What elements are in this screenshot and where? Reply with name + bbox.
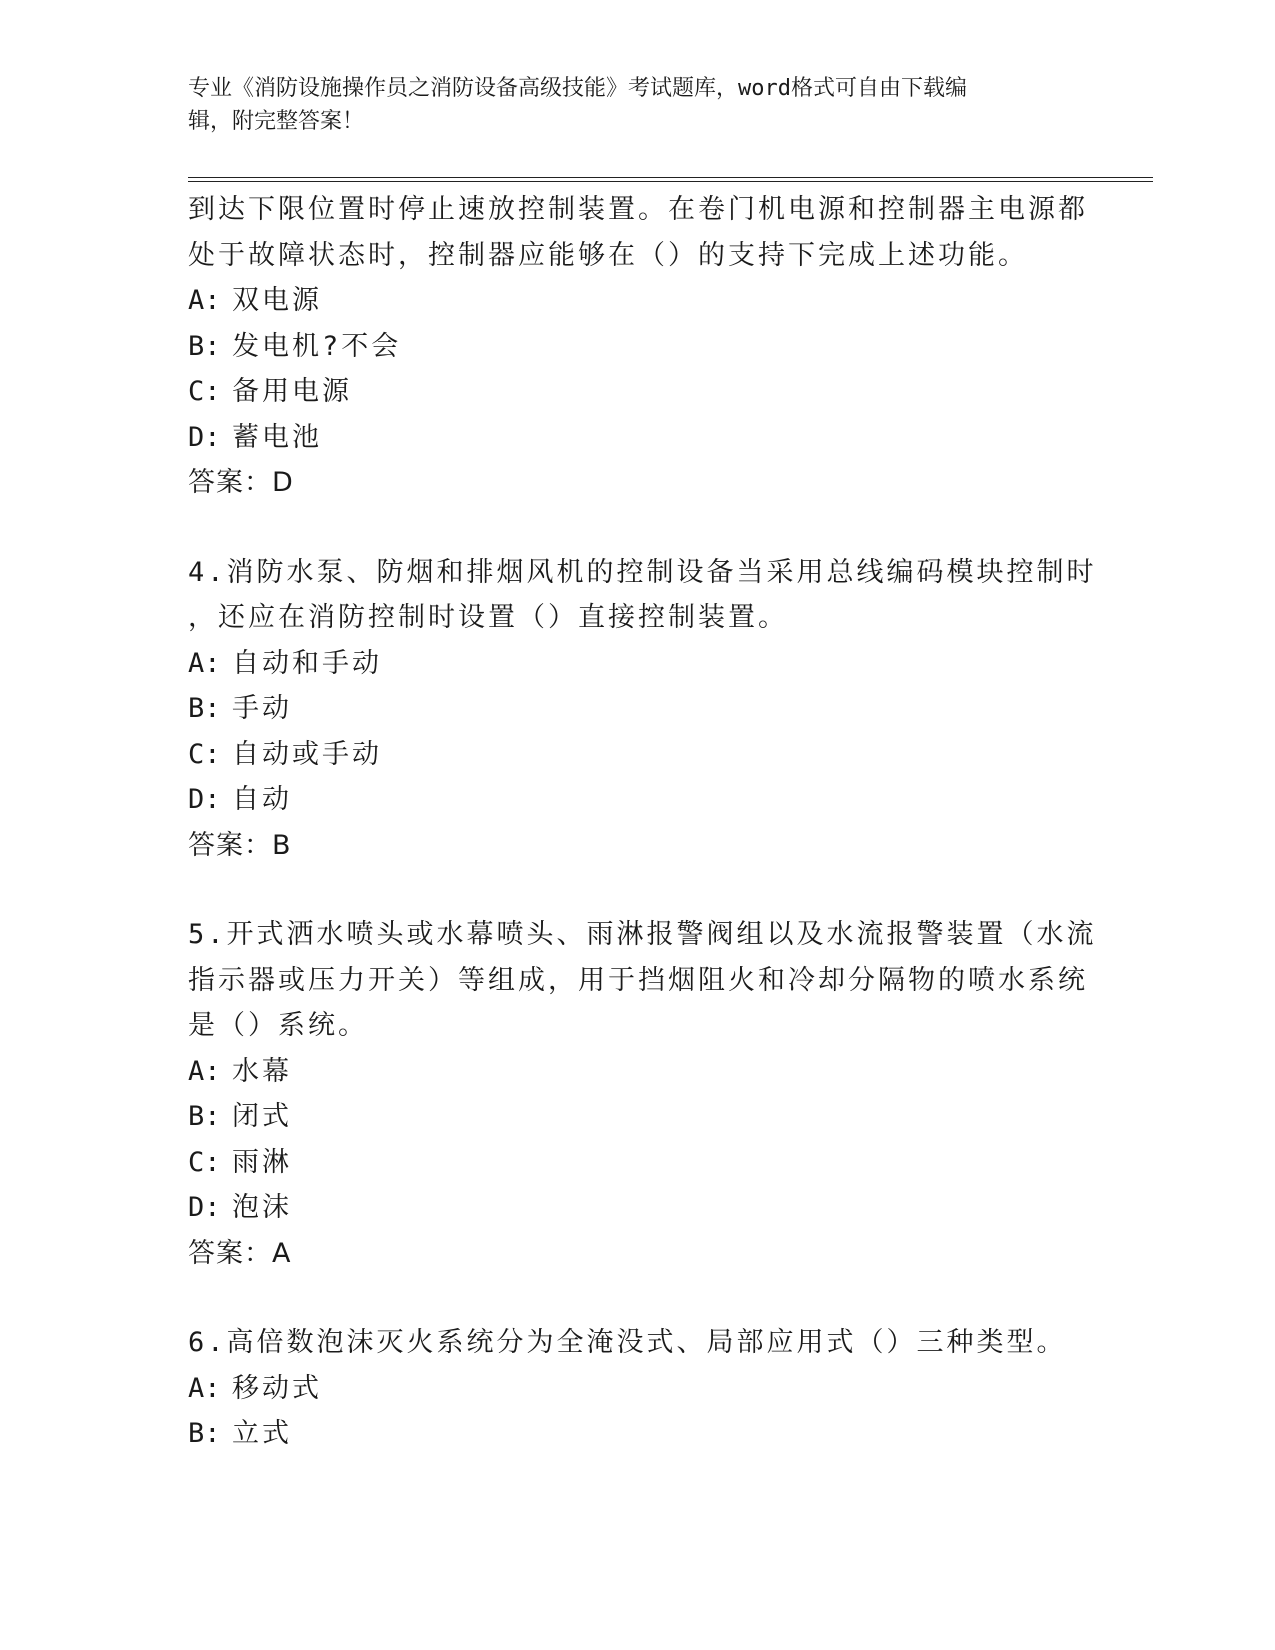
option-b bbox=[188, 1411, 1088, 1457]
option-key: D: bbox=[188, 784, 221, 815]
option-key: B: bbox=[188, 693, 221, 724]
option-text: 备用电源 bbox=[232, 376, 352, 407]
question-3 bbox=[188, 187, 1088, 506]
option-key: D: bbox=[188, 421, 221, 453]
option-b bbox=[188, 324, 1088, 370]
option-c bbox=[188, 732, 1088, 778]
option-b bbox=[188, 686, 1088, 732]
question-4 bbox=[188, 550, 1097, 869]
option-text: 泡沫 bbox=[232, 1192, 292, 1223]
option-a bbox=[188, 278, 1088, 324]
option-key: D: bbox=[188, 1192, 221, 1223]
question-stem-line: 到达下限位置时停止速放控制装置。在卷门机电源和控制器主电源都 bbox=[188, 194, 1088, 225]
question-stem-line: 是（）系统。 bbox=[188, 1010, 368, 1041]
header-line-1: 专业《消防设施操作员之消防设备高级技能》考试题库，word格式可自由下载编 bbox=[188, 76, 967, 101]
option-key: A: bbox=[188, 647, 221, 679]
option-key: A: bbox=[188, 1055, 221, 1087]
option-text: 水幕 bbox=[232, 1055, 292, 1087]
option-key: A: bbox=[188, 1372, 221, 1404]
option-a bbox=[188, 641, 1088, 687]
question-stem-line: 4.消防水泵、防烟和排烟风机的控制设备当采用总线编码模块控制时 bbox=[188, 556, 1097, 588]
option-d bbox=[188, 777, 1088, 823]
option-text: 手动 bbox=[232, 693, 292, 724]
option-text: 蓄电池 bbox=[232, 421, 322, 453]
option-text: 立式 bbox=[232, 1418, 292, 1449]
question-stem-line: 5.开式洒水喷头或水幕喷头、雨淋报警阀组以及水流报警装置（水流 bbox=[188, 919, 1097, 950]
question-6 bbox=[188, 1320, 1088, 1457]
option-a bbox=[188, 1049, 1088, 1095]
option-text: 发电机?不会 bbox=[232, 330, 402, 362]
option-text: 自动和手动 bbox=[232, 647, 382, 679]
question-stem-line: ，还应在消防控制时设置（）直接控制装置。 bbox=[188, 602, 788, 633]
option-text: 自动或手动 bbox=[232, 738, 382, 770]
answer-line: 答案：D bbox=[188, 467, 294, 498]
document-header bbox=[188, 72, 1068, 138]
answer-line: 答案：B bbox=[188, 829, 292, 861]
header-divider-bottom bbox=[188, 181, 1153, 182]
question-list bbox=[188, 187, 1097, 1457]
option-key: B: bbox=[188, 1418, 221, 1449]
header-line-2: 辑，附完整答案！ bbox=[188, 109, 365, 134]
question-stem-line: 处于故障状态时，控制器应能够在（）的支持下完成上述功能。 bbox=[188, 239, 1028, 271]
option-key: C: bbox=[188, 1146, 221, 1178]
option-key: B: bbox=[188, 1101, 221, 1132]
option-key: A: bbox=[188, 285, 221, 316]
option-text: 闭式 bbox=[232, 1101, 292, 1132]
option-key: C: bbox=[188, 376, 221, 407]
option-a bbox=[188, 1366, 1088, 1412]
option-d bbox=[188, 1185, 1088, 1231]
question-5 bbox=[188, 912, 1097, 1276]
option-c bbox=[188, 1140, 1088, 1186]
option-text: 雨淋 bbox=[232, 1146, 292, 1178]
option-key: B: bbox=[188, 330, 221, 362]
question-stem-line: 6.高倍数泡沫灭火系统分为全淹没式、局部应用式（）三种类型。 bbox=[188, 1327, 1067, 1358]
header-divider-top bbox=[188, 177, 1153, 178]
option-text: 自动 bbox=[232, 784, 292, 815]
answer-line: 答案：A bbox=[188, 1237, 292, 1269]
option-text: 双电源 bbox=[232, 285, 322, 316]
option-c bbox=[188, 369, 1088, 415]
option-d bbox=[188, 415, 1088, 461]
option-b bbox=[188, 1094, 1088, 1140]
question-stem-line: 指示器或压力开关）等组成，用于挡烟阻火和冷却分隔物的喷水系统 bbox=[188, 964, 1088, 996]
option-text: 移动式 bbox=[232, 1372, 322, 1404]
option-key: C: bbox=[188, 738, 221, 770]
